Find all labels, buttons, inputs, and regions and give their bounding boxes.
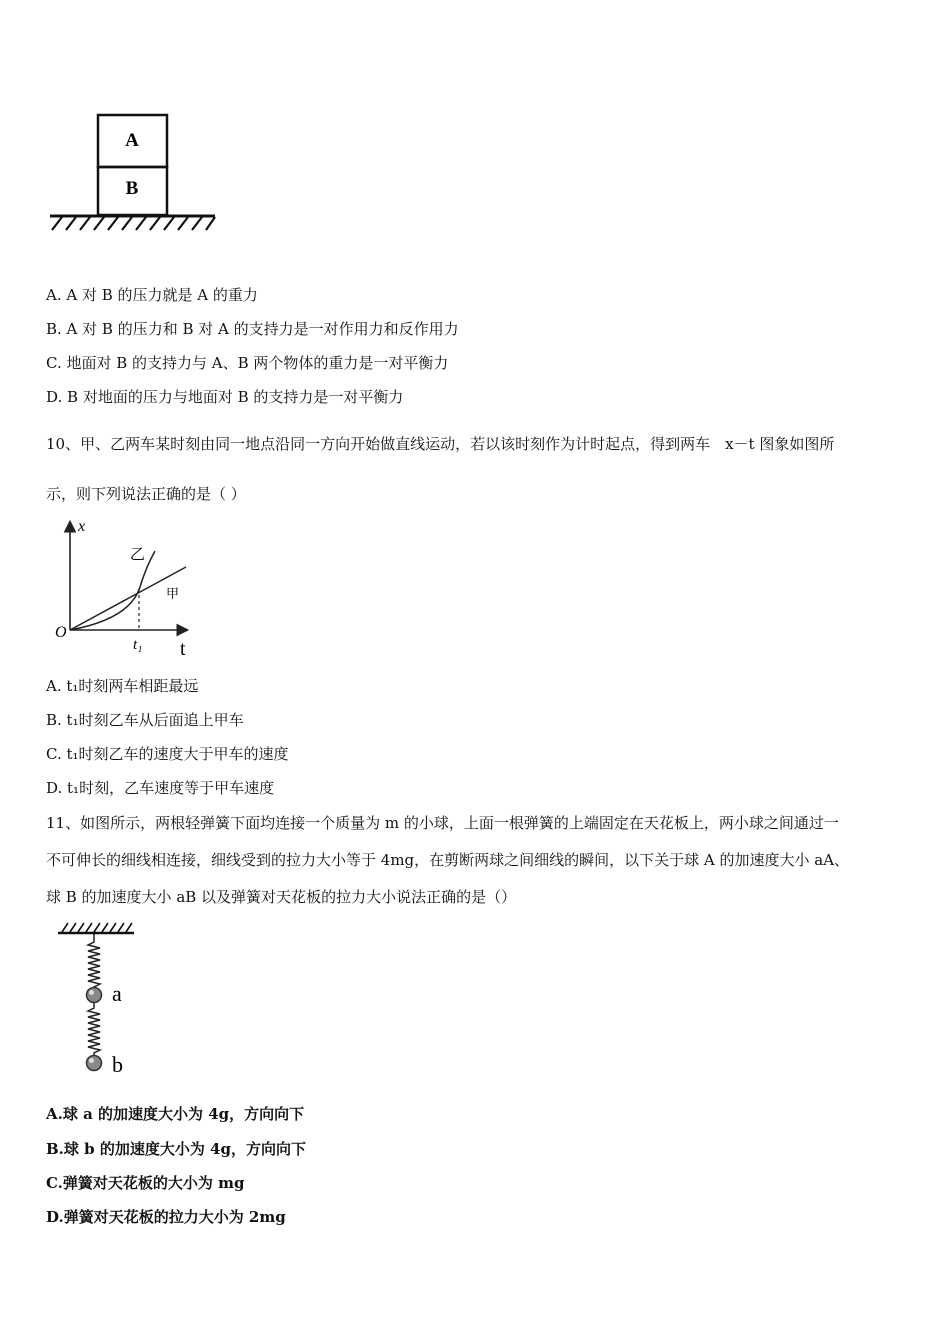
q11-stem-line3: 球 B 的加速度大小 aB 以及弹簧对天花板的拉力大小说法正确的是（） [46, 888, 517, 906]
yi-label: 乙 [130, 547, 146, 563]
upper-spring [88, 934, 100, 993]
t1-tick-label: t₁ [133, 637, 143, 653]
q10-option-d[interactable]: D. t₁时刻，乙车速度等于甲车速度 [46, 779, 275, 797]
ball-a-label: a [112, 981, 122, 1006]
lower-spring [88, 1003, 100, 1057]
x-axis-label: t [180, 638, 186, 660]
ball-a [87, 988, 102, 1003]
q11-stem-line2: 不可伸长的细线相连接，细线受到的拉力大小等于 4mg，在剪断两球之间细线的瞬间，以下关于球 A 的加速度大小 aA、 [46, 851, 850, 869]
blocks-figure [40, 105, 230, 240]
jia-label: 甲 [166, 586, 180, 601]
ceiling-hatch [62, 923, 132, 932]
y-axis-label: x [78, 518, 86, 535]
ball-b [87, 1056, 102, 1071]
block-b-label: B [125, 178, 139, 199]
q11-option-a[interactable]: A.球 a 的加速度大小为 4g，方向向下 [46, 1105, 305, 1123]
q11-option-d[interactable]: D.弹簧对天花板的拉力大小为 2mg [46, 1208, 286, 1226]
spring-figure [50, 920, 150, 1080]
ground-hatch [52, 217, 215, 230]
ball-a-highlight [89, 990, 94, 995]
q11-stem-line1: 11、如图所示，两根轻弹簧下面均连接一个质量为 m 的小球，上面一根弹簧的上端固定在天花板上，两小球之间通过一 [46, 814, 839, 832]
q9-option-c[interactable]: C. 地面对 B 的支持力与 A、B 两个物体的重力是一对平衡力 [46, 354, 449, 372]
xt-graph [50, 515, 200, 660]
q9-option-d[interactable]: D. B 对地面的压力与地面对 B 的支持力是一对平衡力 [46, 388, 404, 406]
q11-option-c[interactable]: C.弹簧对天花板的大小为 mg [46, 1174, 245, 1192]
q10-stem-line1: 10、甲、乙两车某时刻由同一地点沿同一方向开始做直线运动，若以该时刻作为计时起点，得到两车 x－t 图象如图所 [46, 435, 835, 453]
block-a-label: A [125, 130, 139, 151]
q10-option-c[interactable]: C. t₁时刻乙车的速度大于甲车的速度 [46, 745, 289, 763]
ball-b-highlight [89, 1058, 94, 1063]
origin-label: O [55, 624, 67, 641]
ball-b-label: b [112, 1052, 123, 1077]
q10-option-a[interactable]: A. t₁时刻两车相距最远 [46, 677, 199, 695]
q11-option-b[interactable]: B.球 b 的加速度大小为 4g，方向向下 [46, 1140, 306, 1158]
q10-option-b[interactable]: B. t₁时刻乙车从后面追上甲车 [46, 711, 244, 729]
q10-stem-line2: 示，则下列说法正确的是（ ） [46, 485, 246, 503]
q9-option-a[interactable]: A. A 对 B 的压力就是 A 的重力 [46, 286, 258, 304]
q9-option-b[interactable]: B. A 对 B 的压力和 B 对 A 的支持力是一对作用力和反作用力 [46, 320, 459, 338]
